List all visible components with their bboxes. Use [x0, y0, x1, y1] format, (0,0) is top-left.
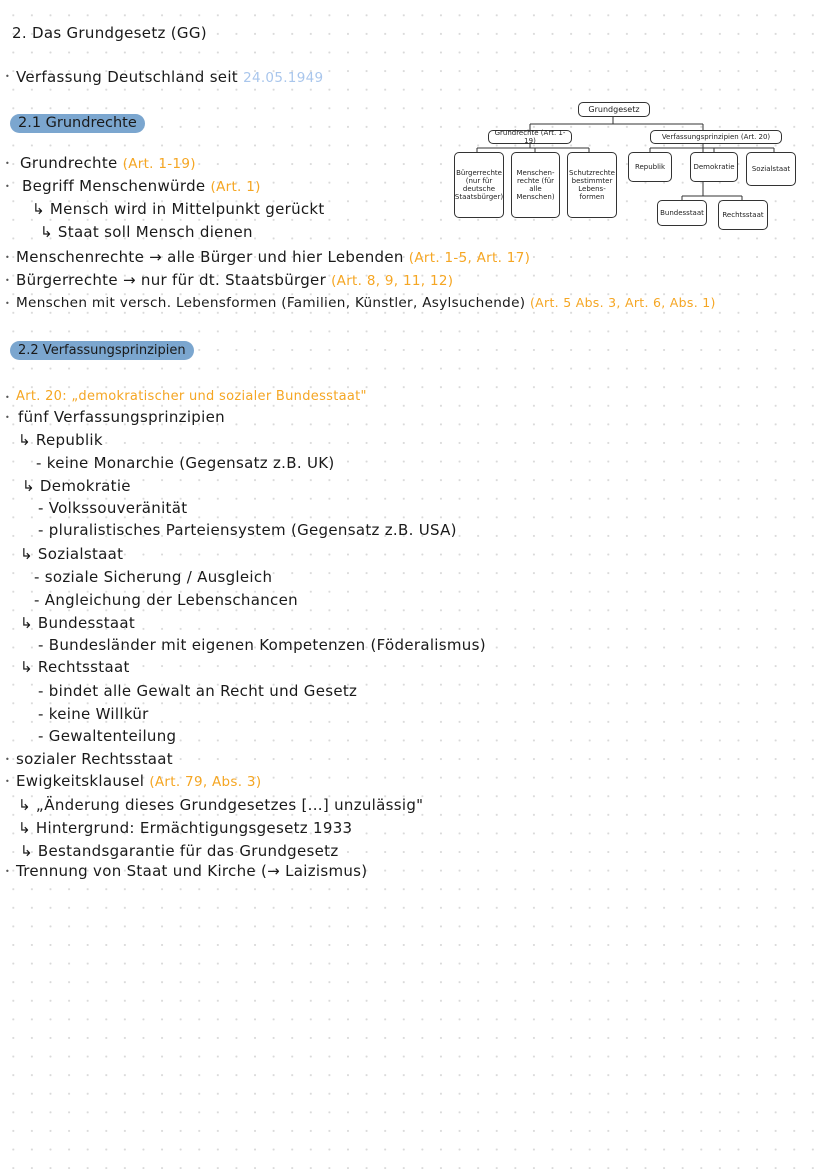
ewigkeit-detail-1: ↳ „Änderung dieses Grundgesetzes [...] unzulässig" — [18, 796, 424, 814]
bullet: • — [5, 182, 10, 191]
bullet: • — [5, 867, 10, 876]
page-title: 2. Das Grundgesetz (GG) — [12, 24, 207, 42]
bullet: • — [5, 159, 10, 168]
demokratie-detail-2: - pluralistisches Parteiensystem (Gegensatz z.B. USA) — [38, 521, 457, 539]
bullet: • — [5, 253, 10, 262]
rechtsstaat-line: ↳ Rechtsstaat — [20, 658, 130, 676]
verfassung-line — [16, 68, 323, 87]
bundesstaat-line: ↳ Bundesstaat — [20, 614, 136, 632]
section-heading-grundrechte: 2.1 Grundrechte — [10, 114, 145, 133]
bullet: • — [5, 755, 10, 764]
sozialstaat-detail-1: - soziale Sicherung / Ausgleich — [34, 568, 273, 586]
grundrechte-line — [20, 154, 196, 173]
republik-line: ↳ Republik — [18, 431, 103, 449]
menschenrechte-ref: (Art. 1-5, Art. 17) — [408, 250, 531, 266]
sozialstaat-line: ↳ Sozialstaat — [20, 545, 124, 563]
buergerrechte-text: Bürgerrechte → nur für dt. Staatsbürger — [16, 271, 327, 289]
lebensformen-line — [16, 294, 716, 312]
sozialstaat-detail-2: - Angleichung der Lebenschancen — [34, 591, 298, 609]
begriff-text: Begriff Menschenwürde — [22, 177, 206, 195]
rechtsstaat-detail-3: - Gewaltenteilung — [38, 727, 177, 745]
grundrechte-text: Grundrechte — [20, 154, 118, 172]
demokratie-line: ↳ Demokratie — [22, 477, 131, 495]
menschenrechte-text: Menschenrechte → alle Bürger und hier Lebenden — [16, 248, 404, 266]
bullet: • — [5, 299, 10, 308]
diagram-rechtsstaat: Rechtsstaat — [718, 200, 768, 230]
rechtsstaat-detail-1: - bindet alle Gewalt an Recht und Gesetz — [38, 682, 358, 700]
diagram-menschenrechte: Menschen-rechte (für alle Menschen) — [511, 152, 560, 218]
begriff-sub-2: ↳ Staat soll Mensch dienen — [40, 223, 253, 241]
bundesstaat-detail-1: - Bundesländer mit eigenen Kompetenzen (Föderalismus) — [38, 636, 486, 654]
diagram-demokratie: Demokratie — [690, 152, 738, 182]
grundrechte-ref: (Art. 1-19) — [122, 156, 196, 172]
verfassung-date: 24.05.1949 — [243, 70, 324, 86]
diagram-grundrechte: Grundrechte (Art. 1-19) — [488, 130, 572, 144]
ewigkeit-ref: (Art. 79, Abs. 3) — [149, 774, 262, 790]
lebensformen-ref: (Art. 5 Abs. 3, Art. 6, Abs. 1) — [529, 295, 716, 310]
begriff-ref: (Art. 1) — [210, 179, 261, 195]
menschenrechte-line — [16, 248, 530, 267]
bullet: • — [5, 777, 10, 786]
ewigkeit-line — [16, 772, 261, 791]
bullet: • — [5, 413, 10, 422]
diagram-bundesstaat: Bundesstaat — [657, 200, 707, 226]
art20-line: Art. 20: „demokratischer und sozialer Bundesstaat" — [16, 389, 367, 404]
trennung-line: Trennung von Staat und Kirche (→ Laizismus) — [16, 862, 368, 880]
diagram-republik: Republik — [628, 152, 672, 182]
ewigkeit-detail-3: ↳ Bestandsgarantie für das Grundgesetz — [20, 842, 339, 860]
sozialer-rechtsstaat-line: sozialer Rechtsstaat — [16, 750, 173, 768]
verfassung-label: Verfassung Deutschland seit — [16, 68, 238, 86]
buergerrechte-ref: (Art. 8, 9, 11, 12) — [331, 273, 454, 289]
ewigkeit-detail-2: ↳ Hintergrund: Ermächtigungsgesetz 1933 — [18, 819, 353, 837]
ewigkeit-text: Ewigkeitsklausel — [16, 772, 145, 790]
diagram-buergerrechte: Bürgerrechte (nur für deutsche Staatsbürger) — [454, 152, 504, 218]
republik-detail-1: - keine Monarchie (Gegensatz z.B. UK) — [36, 454, 335, 472]
grundgesetz-diagram — [450, 100, 802, 236]
bullet: • — [5, 72, 10, 81]
diagram-verfassungsprinzipien: Verfassungsprinzipien (Art. 20) — [650, 130, 782, 144]
diagram-sozialstaat: Sozialstaat — [746, 152, 796, 186]
lebensformen-text: Menschen mit versch. Lebensformen (Familien, Künstler, Asylsuchende) — [16, 295, 526, 311]
buergerrechte-line — [16, 271, 453, 290]
diagram-root: Grundgesetz — [578, 102, 650, 117]
rechtsstaat-detail-2: - keine Willkür — [38, 705, 149, 723]
bullet: • — [5, 276, 10, 285]
bullet: • — [5, 393, 10, 402]
fuenf-line: fünf Verfassungsprinzipien — [18, 408, 225, 426]
diagram-schutzrechte: Schutzrechte bestimmter Lebens-formen — [567, 152, 617, 218]
demokratie-detail-1: - Volkssouveränität — [38, 499, 188, 517]
begriff-sub-1: ↳ Mensch wird in Mittelpunkt gerückt — [32, 200, 325, 218]
begriff-line — [22, 177, 261, 196]
section-heading-verfassungsprinzipien: 2.2 Verfassungsprinzipien — [10, 341, 194, 360]
